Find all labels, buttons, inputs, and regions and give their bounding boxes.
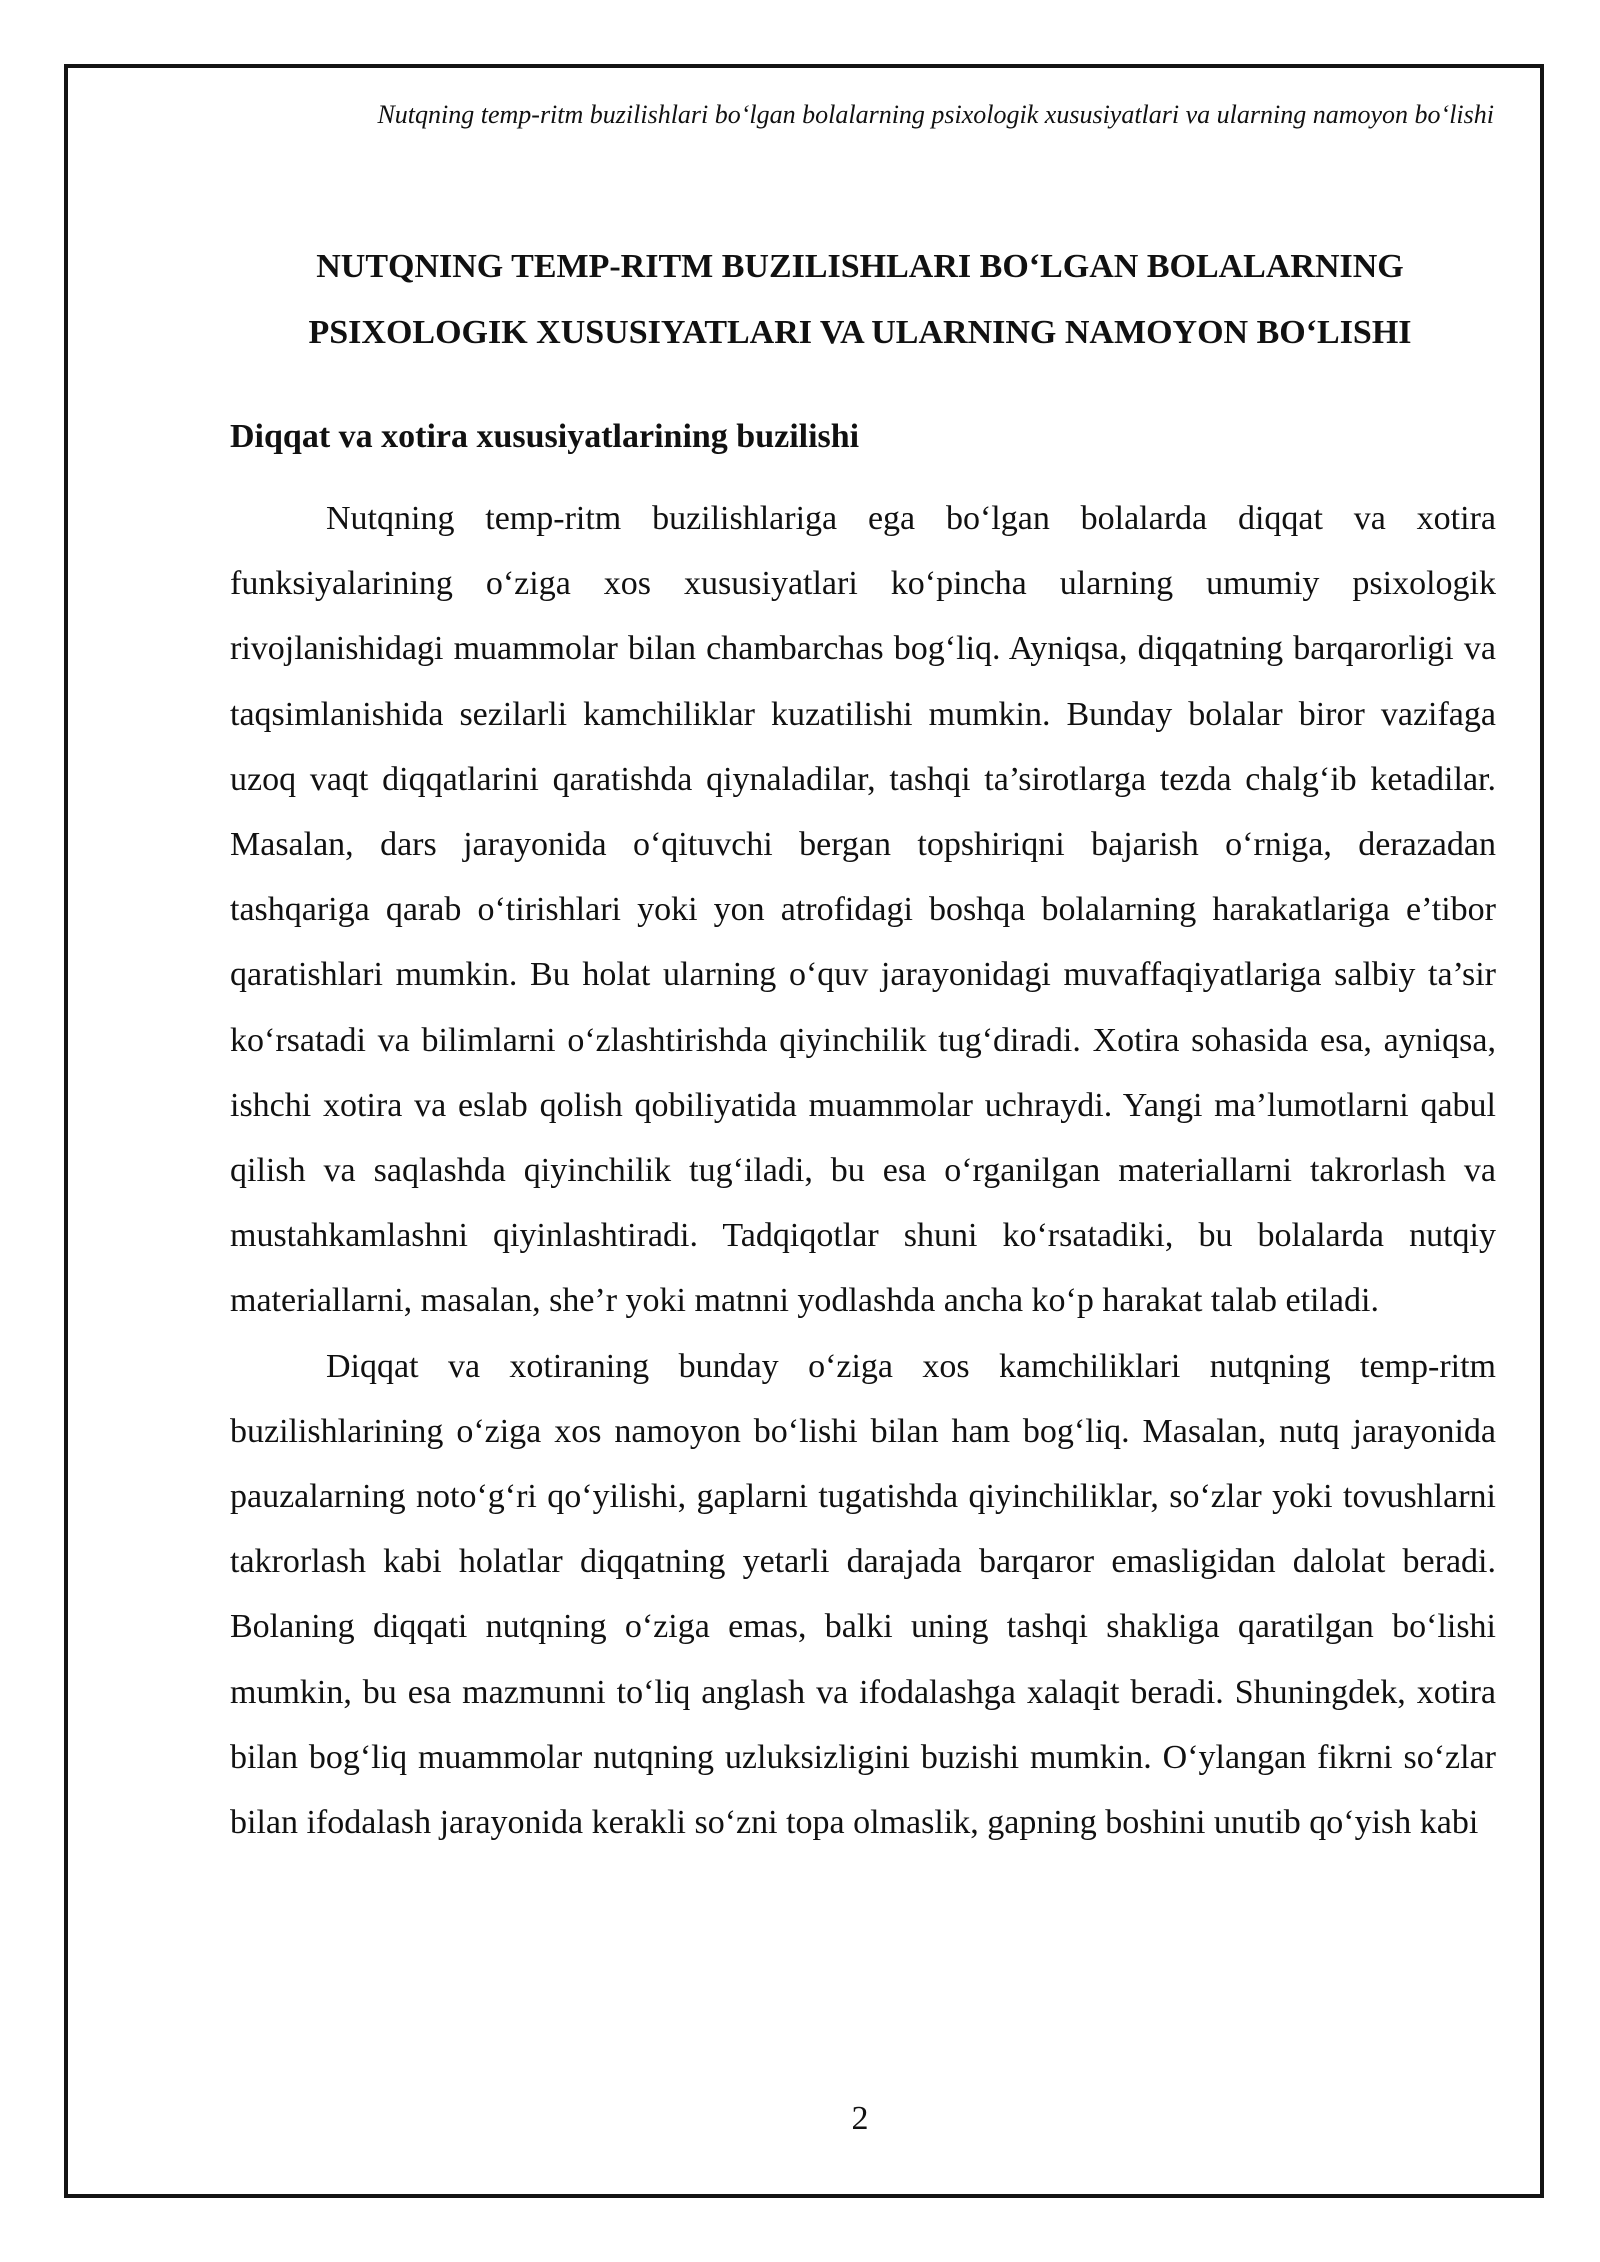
page-number: 2 (851, 2100, 869, 2137)
running-header: Nutqning temp-ritm buzilishlari bo‘lgan bolalarning psixologik xususiyatlari va ularning namoyon bo‘lishi (377, 100, 1494, 129)
body-text (230, 486, 1496, 1855)
paragraph: Nutqning temp-ritm buzilishlariga ega bo‘lgan bolalarda diqqat va xotira funksiyalarining o‘ziga xos xususiyatlari ko‘pincha ularning umumiy psixologik rivojlanishidagi muammolar bilan chambarchas bog‘liq. Ayniqsa, diqqatning barqarorligi va taqsimlanishida sezilarli kamchiliklar kuzatilishi mumkin. Bunday bolalar biror vazifaga uzoq vaqt diqqatlarini qaratishda qiynaladilar, tashqi ta’sirotlarga tezda chalg‘ib ketadilar. Masalan, dars jarayonida o‘qituvchi bergan topshiriqni bajarish o‘rniga, derazadan tashqariga qarab o‘tirishlari yoki yon atrofidagi boshqa bolalarning harakatlariga e’tibor qaratishlari mumkin. Bu holat ularning o‘quv jarayonidagi muvaffaqiyatlariga salbiy ta’sir ko‘rsatadi va bilimlarni o‘zlashtirishda qiyinchilik tug‘diradi. Xotira sohasida esa, ayniqsa, ishchi xotira va eslab qolish qobiliyatida muammolar uchraydi. Yangi ma’lumotlarni qabul qilish va saqlashda qiyinchilik tug‘iladi, bu esa o‘rganilgan materiallarni takrorlash va mustahkamlashni qiyinlashtiradi. Tadqiqotlar shuni ko‘rsatadiki, bu bolalarda nutqiy materiallarni, masalan, she’r yoki matnni yodlashda ancha ko‘p harakat talab etiladi. (230, 500, 1496, 1320)
paragraph: Diqqat va xotiraning bunday o‘ziga xos kamchiliklari nutqning temp-ritm buzilishlarining o‘ziga xos namoyon bo‘lishi bilan ham bog‘liq. Masalan, nutq jarayonida pauzalarning noto‘g‘ri qo‘yilishi, gaplarni tugatishda qiyinchiliklar, so‘zlar yoki tovushlarni takrorlash kabi holatlar diqqatning yetarli darajada barqaror emasligidan dalolat beradi. Bolaning diqqati nutqning o‘ziga emas, balki uning tashqi shakliga qaratilgan bo‘lishi mumkin, bu esa mazmunni to‘liq anglash va ifodalashga xalaqit beradi. Shuningdek, xotira bilan bog‘liq muammolar nutqning uzluksizligini buzishi mumkin. O‘ylangan fikrni so‘zlar bilan ifodalash jarayonida kerakli so‘zni topa olmaslik, gapning boshini unutib qo‘yish kabi (230, 1347, 1496, 1842)
page-title: NUTQNING TEMP-RITM BUZILISHLARI BO‘LGAN BOLALARNING PSIXOLOGIK XUSUSIYATLARI VA ULARNING NAMOYON BO‘LISHI (308, 248, 1412, 351)
section-heading: Diqqat va xotira xususiyatlarining buzilishi (230, 418, 860, 455)
